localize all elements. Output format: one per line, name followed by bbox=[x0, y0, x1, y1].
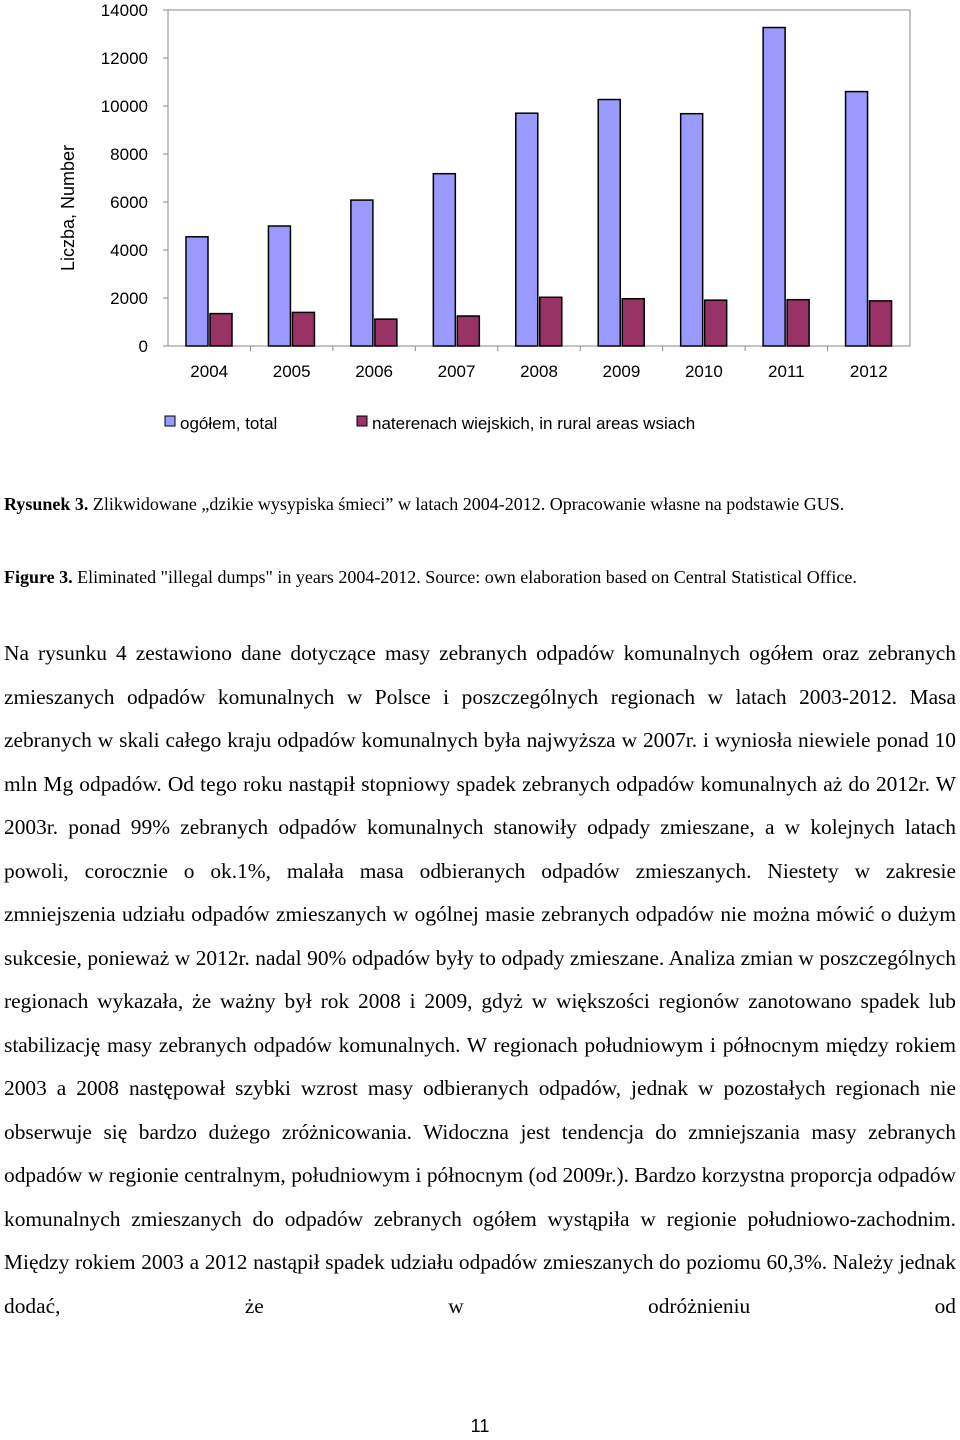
x-tick-label: 2009 bbox=[602, 362, 641, 381]
bar-total bbox=[351, 200, 373, 346]
legend-swatch-rural bbox=[357, 416, 367, 426]
bar-rural bbox=[870, 301, 892, 346]
caption-text-pl: Zlikwidowane „dzikie wysypiska śmieci” w latach 2004-2012. Opracowanie własne na podstawie GUS. bbox=[92, 494, 845, 514]
bar-rural bbox=[457, 316, 479, 346]
caption-text-en: Eliminated "illegal dumps" in years 2004-2012. Source: own elaboration based on Central Statistical Office. bbox=[77, 567, 857, 587]
bar-rural bbox=[375, 319, 397, 346]
caption-label-en: Figure 3. bbox=[4, 567, 73, 587]
x-tick-label: 2008 bbox=[520, 362, 558, 381]
bar-rural bbox=[210, 314, 232, 346]
chart-legend bbox=[165, 414, 695, 433]
x-tick-label: 2004 bbox=[190, 362, 229, 381]
bar-total bbox=[268, 226, 290, 346]
plot-area bbox=[101, 1, 910, 381]
body-paragraph: Na rysunku 4 zestawiono dane dotyczące masy zebranych odpadów komunalnych ogółem oraz zebranych zmieszanych odpadów komunalnych w Polsce i poszczególnych regionach w latach 2003-2012. Masa zebranych w skali całego kraju odpadów komunalnych była najwyższa w 2007r. i wyniosła niewiele ponad 10 mln Mg odpadów. Od tego roku nastąpił stopniowy spadek zebranych odpadów komunalnych aż do 2012r. W 2003r. ponad 99% zebranych odpadów komunalnych stanowiły odpady zmieszane, a w kolejnych latach powoli, corocznie o ok.1%, malała masa odbieranych odpadów zmieszanych. Niestety w zakresie zmniejszenia udziału odpadów zmieszanych w ogólnej masie zebranych odpadów nie można mówić o dużym sukcesie, ponieważ w 2012r. nadal 90% odpadów były to odpady zmieszane. Analiza zmian w poszczególnych regionach wykazała, że ważny był rok 2008 i 2009, gdyż w większości regionów zanotowano spadek lub stabilizację masy zebranych odpadów komunalnych. W regionach południowym i północnym między rokiem 2003 a 2008 następował szybki wzrost masy odbieranych odpadów, jednak w pozostałych regionach nie obserwuje się bardzo dużego zróżnicowania. Widoczna jest tendencja do zmniejszania masy zebranych odpadów w regionie centralnym, południowym i północnym (od 2009r.). Bardzo korzystna proporcja odpadów komunalnych zmieszanych do odpadów zebranych ogółem wystąpiła w regionie południowo-zachodnim. Między rokiem 2003 a 2012 nastąpił spadek udziału odpadów zmieszanych do poziomu 60,3%. Należy jednak dodać, że w odróżnieniu od bbox=[4, 641, 956, 1318]
bar-rural bbox=[292, 312, 314, 346]
y-tick-label: 4000 bbox=[110, 241, 148, 260]
y-tick-label: 14000 bbox=[100, 1, 148, 20]
bar-chart bbox=[0, 0, 960, 450]
bar-rural bbox=[622, 299, 644, 346]
bar-total bbox=[186, 237, 208, 346]
legend-swatch-total bbox=[165, 416, 175, 426]
page-number: 11 bbox=[470, 1416, 490, 1436]
y-tick-label: 6000 bbox=[110, 193, 148, 212]
bar-rural bbox=[540, 297, 562, 346]
x-tick-label: 2011 bbox=[768, 362, 805, 381]
x-tick-label: 2007 bbox=[437, 362, 476, 381]
y-tick-label: 10000 bbox=[100, 97, 148, 116]
y-tick-label: 12000 bbox=[100, 49, 148, 68]
y-tick-label: 2000 bbox=[110, 289, 148, 308]
y-tick-label: 8000 bbox=[110, 145, 148, 164]
bar-rural bbox=[787, 300, 809, 346]
x-tick-label: 2012 bbox=[849, 362, 888, 381]
bar-total bbox=[433, 174, 455, 346]
bar-total bbox=[846, 92, 868, 346]
figure-caption-pl bbox=[4, 486, 956, 522]
bar-total bbox=[763, 28, 785, 346]
x-tick-label: 2005 bbox=[272, 362, 311, 381]
bar-total bbox=[516, 113, 538, 346]
x-tick-label: 2010 bbox=[684, 362, 723, 381]
legend-label-total: ogółem, total bbox=[180, 414, 278, 433]
bar-total bbox=[681, 114, 703, 346]
y-tick-label: 0 bbox=[138, 337, 148, 356]
y-axis-label: Liczba, Number bbox=[58, 144, 78, 272]
caption-label-pl: Rysunek 3. bbox=[4, 494, 89, 514]
figure-caption-en bbox=[4, 559, 956, 595]
bar-total bbox=[598, 100, 620, 346]
bar-rural bbox=[705, 300, 727, 346]
legend-label-rural: naterenach wiejskich, in rural areas wsiach bbox=[372, 414, 696, 433]
x-tick-label: 2006 bbox=[355, 362, 394, 381]
